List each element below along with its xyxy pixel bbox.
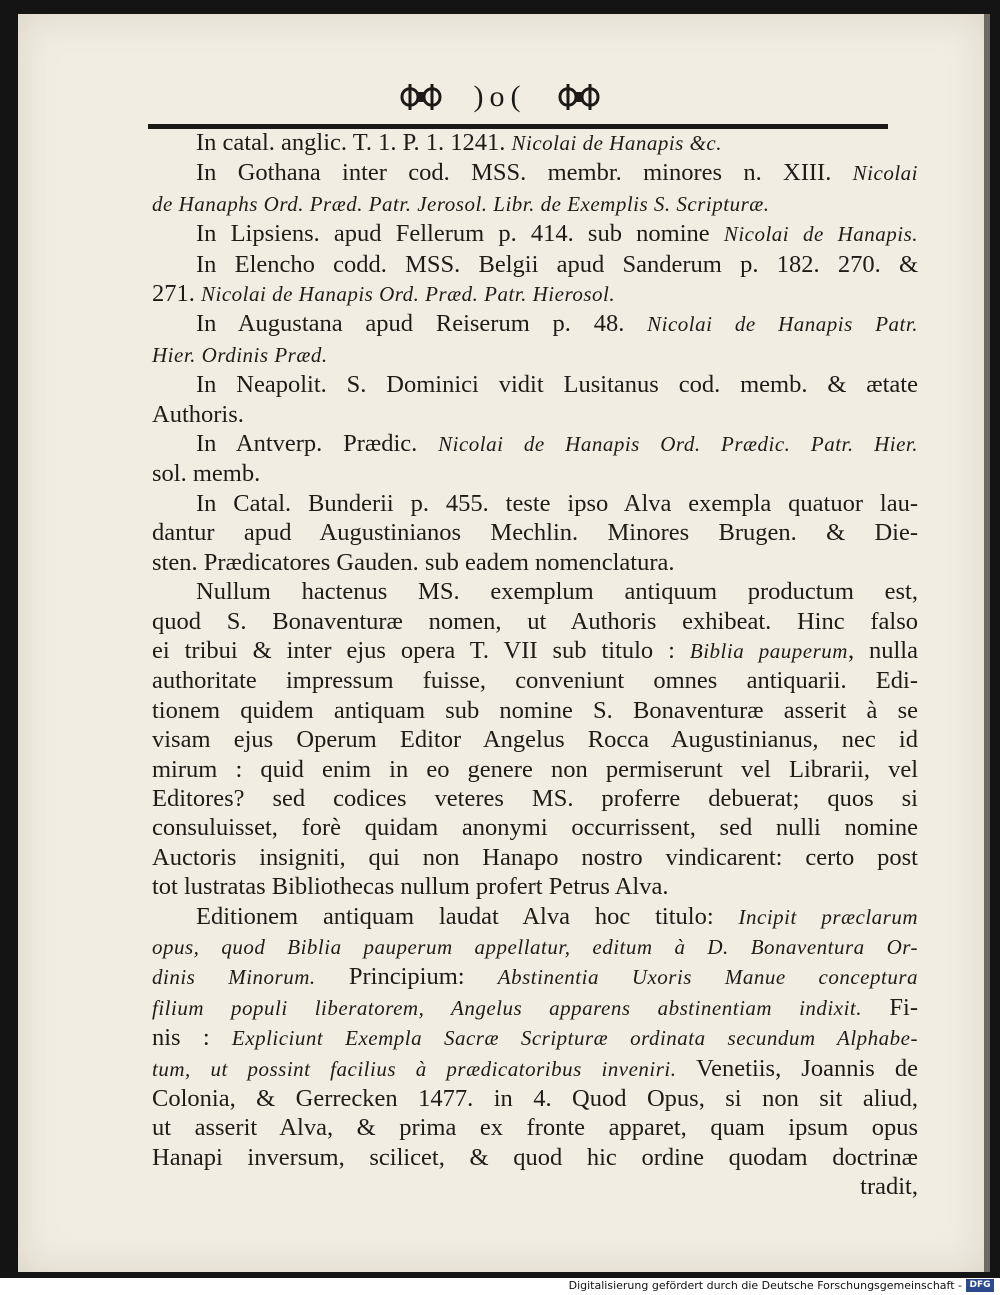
text-line [152, 1023, 918, 1053]
roman-text: ut asserit Alva, & prima ex fronte apparet, quam ipsum opus [152, 1114, 918, 1142]
roman-text: In catal. anglic. T. 1. P. 1. 1241. [196, 129, 512, 156]
footer-bar [0, 1278, 1000, 1295]
text-line [152, 725, 918, 754]
text-line [152, 607, 918, 636]
text-line [152, 489, 918, 518]
roman-text: tradit, [860, 1173, 918, 1201]
roman-text: Hanapi inversum, scilicet, & quod hic ordine quodam doctrinæ [152, 1143, 918, 1171]
roman-text: authoritate impressum fuisse, conveniunt omnes antiquarii. Edi- [152, 667, 918, 695]
roman-text: Colonia, & Gerrecken 1477. in 4. Quod Opus, si non sit aliud, [152, 1085, 918, 1112]
text-line [152, 219, 918, 249]
roman-text: mirum : quid enim in eo genere non permiserunt vel Librarii, vel [152, 755, 918, 783]
roman-text: 271. [152, 280, 201, 308]
roman-text: consuluisset, forè quidam anonymi occurrissent, sed nulli nomine [152, 814, 918, 842]
italic-text: Nicolai de Hanapis Ord. Prædic. Patr. Hier. [438, 432, 918, 457]
roman-text: ei tribui & inter ejus opera T. VII sub titulo : [152, 636, 690, 664]
roman-text: sten. Prædicatores Gauden. sub eadem nomenclatura. [152, 548, 675, 576]
italic-text: Incipit præclarum [738, 904, 919, 929]
italic-text: Nicolai de Hanapis Ord. Præd. Patr. Hierosol. [201, 282, 616, 307]
roman-text: dantur apud Augustinianos Mechlin. Minores Brugen. & Die- [152, 519, 918, 547]
text-line [152, 518, 918, 547]
roman-text: Fi- [862, 993, 918, 1021]
roman-text: In Lipsiens. apud Fellerum p. 414. sub nomine [196, 220, 724, 248]
roman-text: , nulla [847, 636, 918, 664]
roman-text: In Catal. Bunderii p. 455. teste ipso Alva exempla quatuor lau- [196, 489, 918, 517]
text-line [152, 250, 918, 279]
italic-text: tum, ut possint facilius à prædicatoribus inveniri. [152, 1056, 677, 1081]
text-line [152, 577, 918, 606]
text-line [152, 636, 918, 666]
italic-text: Nicolai de Hanapis &c. [511, 131, 722, 155]
roman-text: sol. memb. [152, 460, 261, 488]
roman-text: Editionem antiquam laudat Alva hoc titulo: [196, 902, 739, 930]
text-line [152, 1054, 918, 1084]
text-line [152, 459, 918, 488]
text-line [152, 813, 918, 842]
roman-text: Auctoris insigniti, qui non Hanapo nostro vindicarent: certo post [152, 843, 918, 871]
italic-text: opus, quod Biblia pauperum appellatur, editum à D. Bonaventura Or- [152, 934, 918, 959]
italic-text: de Hanaphs Ord. Præd. Patr. Jerosol. Libr. de Exemplis S. Scripturæ. [152, 191, 770, 216]
text-line [152, 755, 918, 784]
text-line [152, 962, 918, 992]
roman-text: tionem quidem antiquam sub nomine S. Bonaventuræ asserit à se [152, 696, 918, 724]
roman-text: Venetiis, Joannis de [676, 1054, 918, 1082]
text-line [152, 309, 918, 339]
text-line [152, 872, 918, 901]
text-line [152, 400, 918, 429]
page-edge [984, 14, 990, 1272]
footer-credit: Digitalisierung gefördert durch die Deutsche Forschungsgemeinschaft - [568, 1279, 962, 1292]
italic-text: Nicolai de Hanapis. [723, 222, 918, 247]
roman-text: In Elencho codd. MSS. Belgii apud Sanderum p. 182. 270. & [196, 250, 918, 278]
text-line [152, 340, 918, 370]
body-text [152, 128, 918, 1202]
text-line [152, 1113, 918, 1142]
roman-text: In Neapolit. S. Dominici vidit Lusitanus cod. memb. & ætate [196, 371, 918, 399]
roman-text: In Antverp. Prædic. [196, 430, 439, 458]
text-line [152, 548, 918, 577]
roman-text: tot lustratas Bibliothecas nullum profert Petrus Alva. [152, 873, 669, 901]
roman-text: Editores? sed codices veteres MS. proferre debuerat; quos si [152, 784, 918, 812]
italic-text: filium populi liberatorem, Angelus apparens abstinentiam indixit. [152, 995, 862, 1020]
italic-text: Biblia pauperum [689, 638, 848, 663]
italic-text: dinis Minorum. [152, 965, 316, 990]
roman-text: Principium: [315, 963, 498, 991]
text-line [152, 370, 918, 399]
text-line [152, 1143, 918, 1172]
italic-text: Abstinentia Uxoris Manue conceptura [497, 965, 918, 990]
page-header [0, 80, 1000, 120]
roman-text: In Gothana inter cod. MSS. membr. minores n. XIII. [196, 159, 853, 187]
text-line [152, 128, 918, 158]
text-line [152, 666, 918, 695]
italic-text: Expliciunt Exempla Sacræ Scripturæ ordinata secundum Alphabe- [231, 1026, 918, 1051]
text-line [152, 696, 918, 725]
text-line [152, 1172, 918, 1201]
text-line [152, 843, 918, 872]
roman-text: In Augustana apud Reiserum p. 48. [196, 310, 648, 338]
text-line [152, 158, 918, 188]
roman-text: Authoris. [152, 400, 244, 428]
roman-text: quod S. Bonaventuræ nomen, ut Authoris exhibeat. Hinc falso [152, 607, 918, 635]
dfg-logo[interactable]: DFG [966, 1279, 994, 1292]
text-line [152, 1084, 918, 1113]
text-line [152, 784, 918, 813]
text-line [152, 279, 918, 309]
text-line [152, 429, 918, 459]
page-mark: )o( [473, 80, 527, 113]
flower-ornament-icon [556, 82, 602, 112]
roman-text: visam ejus Operum Editor Angelus Rocca Augustinianus, nec id [152, 726, 918, 754]
text-line [152, 902, 918, 932]
flower-ornament-icon [398, 82, 444, 112]
text-line [152, 189, 918, 219]
text-line [152, 993, 918, 1023]
text-line [152, 932, 918, 962]
roman-text: Nullum hactenus MS. exemplum antiquum productum est, [196, 578, 918, 606]
italic-text: Nicolai de Hanapis Patr. [647, 312, 918, 337]
italic-text: Nicolai [852, 161, 918, 186]
italic-text: Hier. Ordinis Præd. [152, 342, 328, 367]
roman-text: nis : [152, 1024, 232, 1052]
